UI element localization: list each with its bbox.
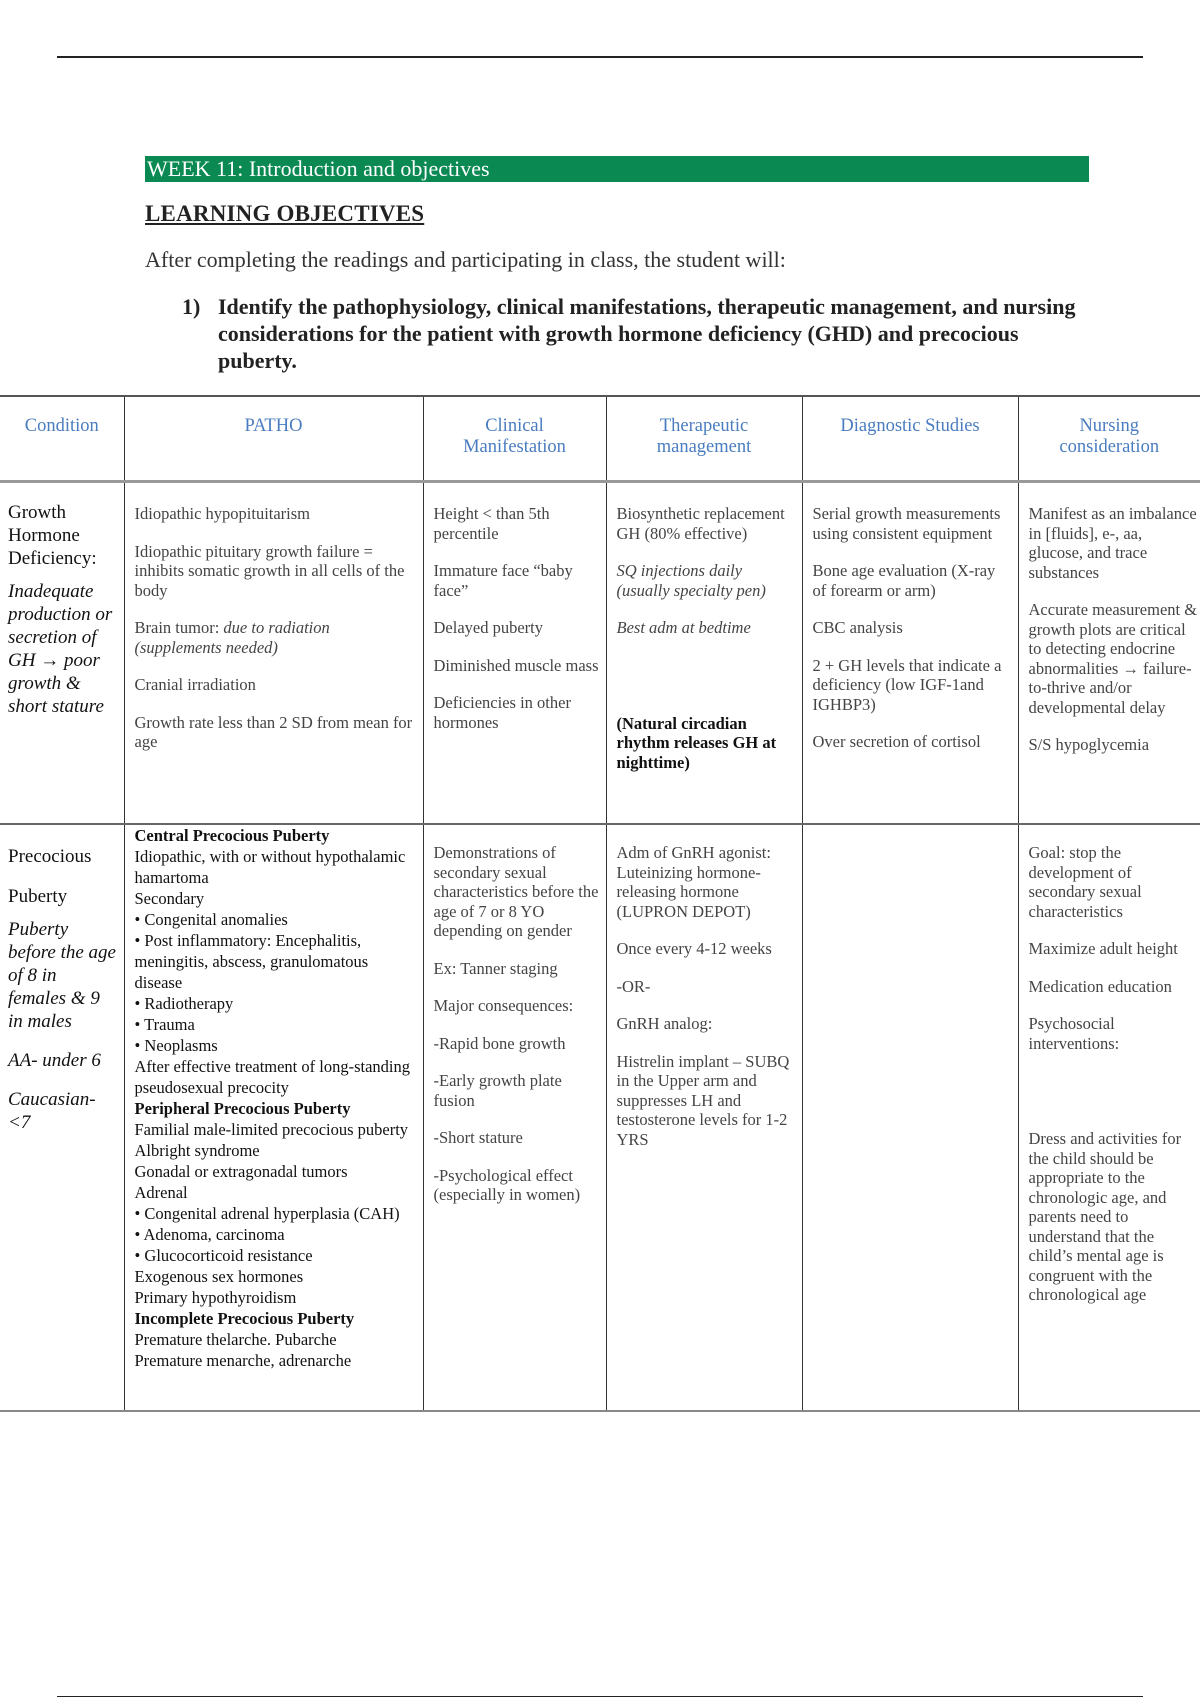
ghd-therapeutic-item: Best adm at bedtime <box>616 618 751 637</box>
ghd-patho-item: Idiopathic hypopituitarism <box>134 504 311 523</box>
pp-patho-item: • Congenital adrenal hyperplasia (CAH) <box>134 1204 400 1223</box>
pp-nursing-item: Psychosocial interventions: <box>1028 1014 1120 1053</box>
pp-condition-caucasian: Caucasian- <7 <box>8 1089 96 1133</box>
ghd-patho-item: Idiopathic pituitary growth failure = inhibits somatic growth in all cells of the body <box>134 541 405 600</box>
pp-patho-item: Adrenal <box>134 1183 188 1202</box>
table-row-precocious-puberty <box>0 824 1200 1411</box>
header-clinical: Clinical Manifestation <box>423 396 606 482</box>
pp-patho-item: • Radiotherapy <box>134 994 234 1013</box>
ghd-condition-title: Growth Hormone Deficiency: <box>8 502 97 569</box>
pp-nursing-item: Maximize adult height <box>1028 939 1178 958</box>
ghd-therapeutic-item: (Natural circadian rhythm releases GH at nighttime) <box>616 713 777 772</box>
header-rule <box>57 56 1143 58</box>
pp-patho-item: Primary hypothyroidism <box>134 1288 297 1307</box>
ghd-clinical-item: Immature face “baby face” <box>433 561 573 600</box>
ghd-clinical-item: Deficiencies in other hormones <box>433 693 571 732</box>
pp-clinical-item: -Short stature <box>433 1128 523 1147</box>
ghd-diagnostic-cell <box>802 482 1018 825</box>
ghd-nursing-cell <box>1018 482 1200 825</box>
learning-objectives-heading: LEARNING OBJECTIVES <box>145 201 425 226</box>
pp-nursing-item: Medication education <box>1028 976 1172 996</box>
pp-patho-item: • Trauma <box>134 1015 195 1034</box>
conditions-table <box>0 395 1200 1412</box>
pp-patho-item: After effective treatment of long-standing pseudosexual precocity <box>134 1057 411 1097</box>
header-therapeutic: Therapeutic management <box>606 396 802 482</box>
ghd-diagnostic-item: Bone age evaluation (X-ray of forearm or arm) <box>812 561 996 600</box>
ghd-diagnostic-item: 2 + GH levels that indicate a deficiency (low IGF-1and IGHBP3) <box>812 655 1002 714</box>
pp-therapeutic-item: GnRH analog: <box>616 1014 713 1033</box>
pp-patho-item: Albright syndrome <box>134 1141 260 1160</box>
table-header-row <box>0 396 1200 482</box>
pp-therapeutic-item: Histrelin implant – SUBQ in the Upper arm and suppresses LH and testosterone levels for 1-2 YRS <box>616 1051 790 1149</box>
pp-condition-cell <box>0 824 124 1411</box>
pp-patho-item: Gonadal or extragonadal tumors <box>134 1162 348 1181</box>
pp-patho-cell <box>124 824 423 1411</box>
pp-patho-item: Incomplete Precocious Puberty <box>134 1309 355 1328</box>
pp-clinical-item: -Early growth plate fusion <box>433 1071 562 1110</box>
pp-clinical-item: Demonstrations of secondary sexual characteristics before the age of 7 or 8 YO depending on gender <box>433 843 599 940</box>
pp-patho-item: Idiopathic, with or without hypothalamic hamartoma <box>134 847 406 887</box>
pp-clinical-item: -Psychological effect (especially in women) <box>433 1165 581 1204</box>
header-nursing: Nursing consideration <box>1018 396 1200 482</box>
objective-number: 1) <box>182 294 201 319</box>
ghd-patho-item: Growth rate less than 2 SD from mean for age <box>134 712 413 751</box>
pp-therapeutic-item: Once every 4-12 weeks <box>616 939 772 958</box>
pp-patho-item: Peripheral Precocious Puberty <box>134 1099 351 1118</box>
ghd-therapeutic-cell <box>606 482 802 825</box>
ghd-nursing-item: S/S hypoglycemia <box>1028 735 1150 754</box>
pp-condition-title: Precocious <box>8 846 92 867</box>
pp-patho-item: Secondary <box>134 889 205 908</box>
pp-patho-item: Premature thelarche. Pubarche <box>134 1330 337 1349</box>
ghd-diagnostic-item: CBC analysis <box>812 618 903 637</box>
pp-patho-list <box>125 825 423 1371</box>
ghd-clinical-cell <box>423 482 606 825</box>
pp-clinical-item: -Rapid bone growth <box>433 1033 566 1053</box>
pp-condition-title: Puberty <box>8 886 68 907</box>
ghd-patho-item: Cranial irradiation <box>134 675 256 694</box>
pp-diagnostic-cell <box>802 824 1018 1411</box>
ghd-therapeutic-item: SQ injections daily (usually specialty pen) <box>616 561 766 600</box>
pp-patho-item: • Neoplasms <box>134 1036 218 1055</box>
ghd-diagnostic-item: Over secretion of cortisol <box>812 732 981 751</box>
pp-therapeutic-item: Adm of GnRH agonist: Luteinizing hormone-releasing hormone (LUPRON DEPOT) <box>616 843 771 921</box>
footer-rule <box>57 1696 1143 1697</box>
pp-patho-item: Familial male-limited precocious puberty <box>134 1120 409 1139</box>
pp-patho-item: • Glucocorticoid resistance <box>134 1246 313 1265</box>
ghd-therapeutic-item: Biosynthetic replacement GH (80% effective) <box>616 504 785 543</box>
header-condition: Condition <box>0 396 124 482</box>
pp-condition-aa: AA- under 6 <box>8 1050 101 1071</box>
intro-text: After completing the readings and participating in class, the student will: <box>145 247 786 272</box>
objective-text: Identify the pathophysiology, clinical manifestations, therapeutic management, and nursing considerations for the patient with growth hormone deficiency (GHD) and precocious puberty. <box>218 294 1076 373</box>
objective-item <box>182 293 1082 374</box>
pp-nursing-item: Goal: stop the development of secondary sexual characteristics <box>1028 843 1142 921</box>
ghd-clinical-item: Diminished muscle mass <box>433 655 599 675</box>
pp-clinical-item: Ex: Tanner staging <box>433 958 558 978</box>
pp-nursing-item: Dress and activities for the child should be appropriate to the chronologic age, and parents need to understand that the child’s mental age is congruent with the chronological age <box>1028 1129 1182 1304</box>
pp-therapeutic-cell <box>606 824 802 1411</box>
pp-nursing-cell <box>1018 824 1200 1411</box>
pp-patho-item: Central Precocious Puberty <box>134 826 330 845</box>
pp-therapeutic-item: -OR- <box>616 976 651 996</box>
pp-patho-item: • Congenital anomalies <box>134 910 288 929</box>
ghd-clinical-item: Height < than 5th percentile <box>433 504 550 543</box>
header-diagnostic: Diagnostic Studies <box>802 396 1018 482</box>
pp-patho-item: • Post inflammatory: Encephalitis, meningitis, abscess, granulomatous disease <box>134 931 369 992</box>
header-patho: PATHO <box>124 396 423 482</box>
table-row-ghd <box>0 482 1200 825</box>
ghd-diagnostic-item: Serial growth measurements using consistent equipment <box>812 504 1001 543</box>
pp-clinical-item: Major consequences: <box>433 996 574 1015</box>
ghd-condition-desc: Inadequate production or secretion of GH → poor growth & short stature <box>8 581 113 717</box>
pp-patho-item: • Adenoma, carcinoma <box>134 1225 285 1244</box>
week-banner: WEEK 11: Introduction and objectives <box>145 156 1089 182</box>
ghd-patho-item: Brain tumor: due to radiation (supplements needed) <box>134 618 330 657</box>
ghd-nursing-item: Manifest as an imbalance in [fluids], e-, aa, glucose, and trace substances <box>1028 504 1197 582</box>
ghd-condition-cell <box>0 482 124 825</box>
pp-clinical-cell <box>423 824 606 1411</box>
ghd-nursing-item: Accurate measurement & growth plots are critical to detecting endocrine abnormalities → failure-to-thrive and/or developmental delay <box>1028 600 1198 717</box>
pp-condition-desc: Puberty before the age of 8 in females & 9 in males <box>8 919 116 1032</box>
ghd-patho-cell <box>124 482 423 825</box>
ghd-clinical-item: Delayed puberty <box>433 618 543 637</box>
pp-patho-item: Premature menarche, adrenarche <box>134 1351 352 1370</box>
pp-patho-item: Exogenous sex hormones <box>134 1267 304 1286</box>
